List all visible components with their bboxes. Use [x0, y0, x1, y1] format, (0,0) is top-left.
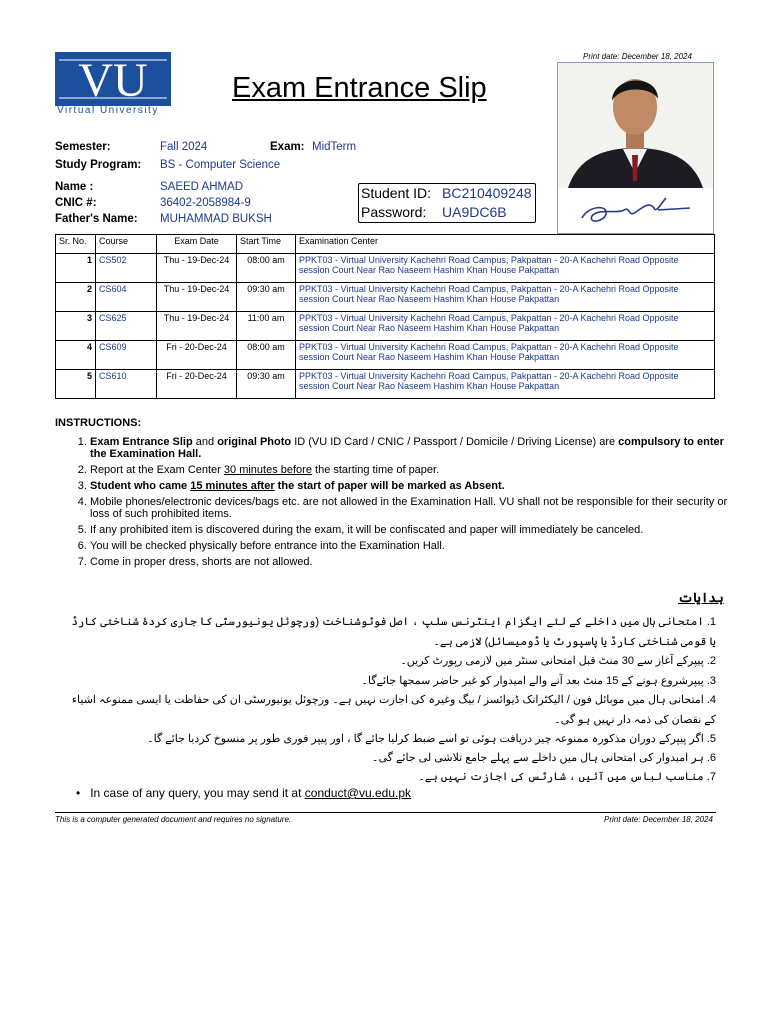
exam-center: PPKT03 - Virtual University Kachehri Road Campus, Pakpattan - 20-A Kachehri Road Opposite session Court Near Rao Naseem Hashim Khan House Pakpattan	[296, 341, 715, 370]
instruction-item: 6. You will be checked physically before entrance into the Examination Hall.	[90, 540, 738, 552]
instruction-item: 5. If any prohibited item is discovered during the exam, it will be confiscated and paper will immediately be canceled.	[90, 524, 738, 536]
footer-note: This is a computer generated document and requires no signature.	[55, 815, 292, 824]
exam-center: PPKT03 - Virtual University Kachehri Road Campus, Pakpattan - 20-A Kachehri Road Opposite session Court Near Rao Naseem Hashim Khan House Pakpattan	[296, 283, 715, 312]
signature	[558, 188, 713, 233]
urdu-item: 6. ہر امیدوار کی امتحانی ہال میں داخلے سے پہلے جامع تلاشی لی جائے گی۔	[372, 752, 716, 764]
instruction-item: 1. Exam Entrance Slip and original Photo ID (VU ID Card / CNIC / Passport / Domicile / Driving License) are compulsory to enter the Examination Hall.	[90, 436, 738, 460]
exam-center: PPKT03 - Virtual University Kachehri Road Campus, Pakpattan - 20-A Kachehri Road Opposite session Court Near Rao Naseem Hashim Khan House Pakpattan	[296, 312, 715, 341]
query-note: • In case of any query, you may send it at conduct@vu.edu.pk	[76, 786, 412, 800]
page-title: Exam Entrance Slip	[232, 72, 487, 104]
instruction-item: 2. Report at the Exam Center 30 minutes before the starting time of paper.	[90, 464, 738, 476]
urdu-item: 7. مناسب لباس میں آئیں ، شارٹس کی اجازت نہیں ہے۔	[418, 771, 716, 783]
sr-no: 2	[56, 283, 96, 312]
credentials-box	[358, 183, 536, 223]
course-code: CS604	[96, 283, 157, 312]
course-code: CS625	[96, 312, 157, 341]
exam-date: Fri - 20-Dec-24	[157, 341, 237, 370]
urdu-item: 1. امتحانی ہال میں داخلے کے لئے ایگزام اینٹرنس سلپ ، اصل فوٹوشناخت (ورچوئل یونیورسٹی کا جاری کردۂ شناختی کارڈ یا قومی شناختی کارڈ یا پاسپورٹ یا ڈومیسائل) لازمی ہے۔	[71, 616, 716, 648]
col-sr-no: Sr. No.	[56, 235, 96, 254]
semester-label: Semester:	[55, 141, 111, 153]
urdu-heading: ہدایات	[678, 590, 724, 605]
start-time: 08:00 am	[237, 341, 296, 370]
name-label: Name :	[55, 181, 94, 193]
course-code: CS610	[96, 370, 157, 399]
semester-value: Fall 2024	[160, 141, 208, 153]
exam-center: PPKT03 - Virtual University Kachehri Road Campus, Pakpattan - 20-A Kachehri Road Opposite session Court Near Rao Naseem Hashim Khan House Pakpattan	[296, 254, 715, 283]
student-id-value: BC210409248	[442, 185, 532, 201]
logo-tagline: Virtual University	[57, 105, 159, 116]
col-start-time: Start Time	[237, 235, 296, 254]
urdu-item: 2. پیپرکے آغاز سے 30 منٹ قبل امتحانی سنٹر میں لازمی رپورٹ کریں۔	[400, 655, 716, 667]
password-value: UA9DC6B	[442, 204, 507, 220]
urdu-item: 4. امتحانی ہال میں موبائل فون / الیکٹرانک ڈیوائسز / بیگ وغیرہ کی اجازت نہیں ہے۔ ورچوئل یونیورسٹی ان کی حفاظت یا ایسی ممنوعہ اشیاء کے نقصان کی ذمہ دار نہیں ہو گی۔	[71, 694, 716, 726]
start-time: 08:00 am	[237, 254, 296, 283]
table-row	[56, 254, 715, 283]
instruction-item: 3. Student who came 15 minutes after the start of paper will be marked as Absent.	[90, 480, 738, 492]
table-row	[56, 370, 715, 399]
cnic-label: CNIC #:	[55, 197, 97, 209]
table-row	[56, 312, 715, 341]
start-time: 09:30 am	[237, 370, 296, 399]
program-value: BS - Computer Science	[160, 159, 281, 171]
print-date-top: Print date: December 18, 2024	[583, 52, 692, 61]
instruction-item: 7. Come in proper dress, shorts are not allowed.	[90, 556, 738, 568]
exam-schedule-table	[55, 234, 715, 399]
instructions-list	[72, 436, 738, 572]
table-row	[56, 283, 715, 312]
sr-no: 5	[56, 370, 96, 399]
name-value: SAEED AHMAD	[160, 181, 244, 193]
student-id-label: Student ID:	[361, 185, 432, 201]
urdu-item: 5. اگر پیپرکے دوران مذکورہ ممنوعہ چیز دریافت ہوئی تو اسے ضبط کرلیا جائے گا ، اور پیپر فوری طور پر منسوخ کردیا جائے گا۔	[147, 733, 716, 745]
cnic-value: 36402-2058984-9	[160, 197, 251, 209]
exam-date: Thu - 19-Dec-24	[157, 283, 237, 312]
program-label: Study Program:	[55, 159, 142, 171]
student-photo	[557, 62, 714, 234]
password-label: Password:	[361, 204, 427, 220]
exam-value: MidTerm	[312, 141, 357, 153]
contact-email-link[interactable]: conduct@vu.edu.pk	[304, 786, 412, 800]
svg-text:VU: VU	[78, 54, 148, 106]
father-label: Father's Name:	[55, 213, 138, 225]
start-time: 09:30 am	[237, 283, 296, 312]
course-code: CS609	[96, 341, 157, 370]
footer-print-date: Print date: December 18, 2024	[604, 815, 713, 824]
sr-no: 4	[56, 341, 96, 370]
instruction-item: 4. Mobile phones/electronic devices/bags etc. are not allowed in the Examination Hall. VU shall not be responsible for their security or loss of such prohibited items.	[90, 496, 738, 520]
footer-divider	[55, 812, 716, 813]
col-exam-date: Exam Date	[157, 235, 237, 254]
sr-no: 3	[56, 312, 96, 341]
exam-date: Fri - 20-Dec-24	[157, 370, 237, 399]
table-header-row	[56, 235, 715, 254]
course-code: CS502	[96, 254, 157, 283]
exam-date: Thu - 19-Dec-24	[157, 254, 237, 283]
bullet: •	[76, 786, 91, 800]
start-time: 11:00 am	[237, 312, 296, 341]
exam-center: PPKT03 - Virtual University Kachehri Road Campus, Pakpattan - 20-A Kachehri Road Opposite session Court Near Rao Naseem Hashim Khan House Pakpattan	[296, 370, 715, 399]
table-row	[56, 341, 715, 370]
col-exam-center: Examination Center	[296, 235, 715, 254]
exam-date: Thu - 19-Dec-24	[157, 312, 237, 341]
exam-label: Exam:	[270, 141, 305, 153]
father-value: MUHAMMAD BUKSH	[160, 213, 272, 225]
urdu-item: 3. پیپرشروع ہونے کے 15 منٹ بعد آنے والے امیدوار کو غیر حاضر سمجھا جائےگا۔	[361, 675, 716, 687]
sr-no: 1	[56, 254, 96, 283]
vu-logo	[55, 52, 171, 118]
col-course: Course	[96, 235, 157, 254]
instructions-heading: INSTRUCTIONS:	[55, 417, 142, 429]
